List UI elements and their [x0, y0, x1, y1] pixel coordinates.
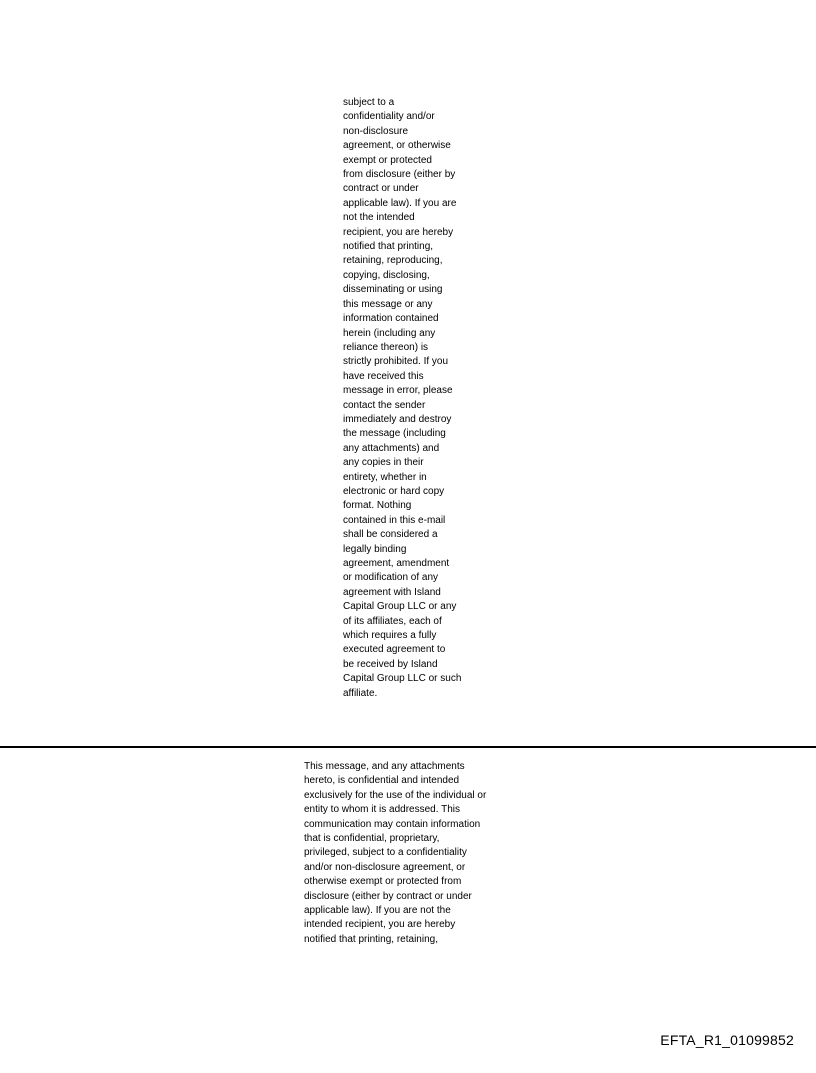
disclaimer-line: notified that printing, retaining,: [304, 933, 438, 945]
section-divider: [0, 746, 816, 748]
disclaimer-line: disseminating or using: [343, 284, 443, 296]
disclaimer-line: shall be considered a: [343, 529, 438, 541]
disclaimer-line: and/or non-disclosure agreement, or: [304, 861, 466, 873]
document-id: EFTA_R1_01099852: [660, 1032, 794, 1048]
disclaimer-line: this message or any: [343, 298, 433, 310]
disclaimer-line: immediately and destroy: [343, 413, 452, 425]
disclaimer-line: reliance thereon) is: [343, 341, 429, 353]
disclaimer-line: affiliate.: [343, 687, 378, 699]
disclaimer-line: Capital Group LLC or such: [343, 673, 462, 685]
disclaimer-line: copying, disclosing,: [343, 269, 430, 281]
lower-disclaimer: [304, 760, 534, 947]
disclaimer-line: agreement, amendment: [343, 558, 450, 569]
disclaimer-line: communication may contain information: [304, 818, 481, 830]
disclaimer-line: entirety, whether in: [343, 471, 427, 483]
disclaimer-line: confidentiality and/or: [343, 111, 435, 123]
disclaimer-line: This message, and any attachments: [304, 761, 465, 772]
disclaimer-line: disclosure (either by contract or under: [304, 890, 472, 902]
disclaimer-line: exclusively for the use of the individual or: [304, 789, 487, 801]
disclaimer-line: from disclosure (either by: [343, 169, 456, 181]
disclaimer-line: applicable law). If you are not the: [304, 905, 451, 917]
disclaimer-line: entity to whom it is addressed. This: [304, 804, 460, 816]
disclaimer-line: information contained: [343, 313, 439, 325]
disclaimer-line: contact the sender: [343, 399, 426, 411]
disclaimer-line: contract or under: [343, 183, 419, 195]
disclaimer-line: otherwise exempt or protected from: [304, 876, 462, 888]
upper-disclaimer: [343, 96, 493, 701]
disclaimer-line: the message (including: [343, 428, 446, 440]
disclaimer-line: hereto, is confidential and intended: [304, 775, 460, 787]
disclaimer-line: or modification of any: [343, 572, 439, 584]
disclaimer-line: privileged, subject to a confidentiality: [304, 847, 467, 859]
disclaimer-line: agreement with Island: [343, 586, 441, 598]
disclaimer-line: retaining, reproducing,: [343, 255, 443, 267]
disclaimer-line: subject to a: [343, 97, 395, 108]
disclaimer-line: recipient, you are hereby: [343, 226, 454, 238]
disclaimer-line: legally binding: [343, 543, 407, 555]
disclaimer-line: exempt or protected: [343, 154, 432, 166]
disclaimer-line: which requires a fully: [343, 630, 437, 642]
disclaimer-line: non-disclosure: [343, 125, 409, 137]
disclaimer-line: notified that printing,: [343, 241, 434, 253]
disclaimer-line: strictly prohibited. If you: [343, 356, 449, 368]
disclaimer-line: not the intended: [343, 212, 415, 224]
disclaimer-line: agreement, or otherwise: [343, 140, 451, 152]
disclaimer-line: be received by Island: [343, 658, 438, 670]
disclaimer-line: applicable law). If you are: [343, 197, 457, 209]
disclaimer-line: of its affiliates, each of: [343, 615, 442, 627]
disclaimer-line: message in error, please: [343, 385, 453, 397]
disclaimer-line: contained in this e-mail: [343, 514, 446, 526]
disclaimer-line: have received this: [343, 370, 424, 382]
disclaimer-line: that is confidential, proprietary,: [304, 833, 440, 845]
disclaimer-line: herein (including any: [343, 327, 436, 339]
disclaimer-line: executed agreement to: [343, 644, 446, 656]
disclaimer-line: any attachments) and: [343, 442, 440, 454]
disclaimer-line: intended recipient, you are hereby: [304, 919, 456, 931]
disclaimer-line: any copies in their: [343, 457, 424, 469]
disclaimer-line: format. Nothing: [343, 500, 412, 512]
disclaimer-line: electronic or hard copy: [343, 485, 445, 497]
disclaimer-line: Capital Group LLC or any: [343, 601, 457, 613]
